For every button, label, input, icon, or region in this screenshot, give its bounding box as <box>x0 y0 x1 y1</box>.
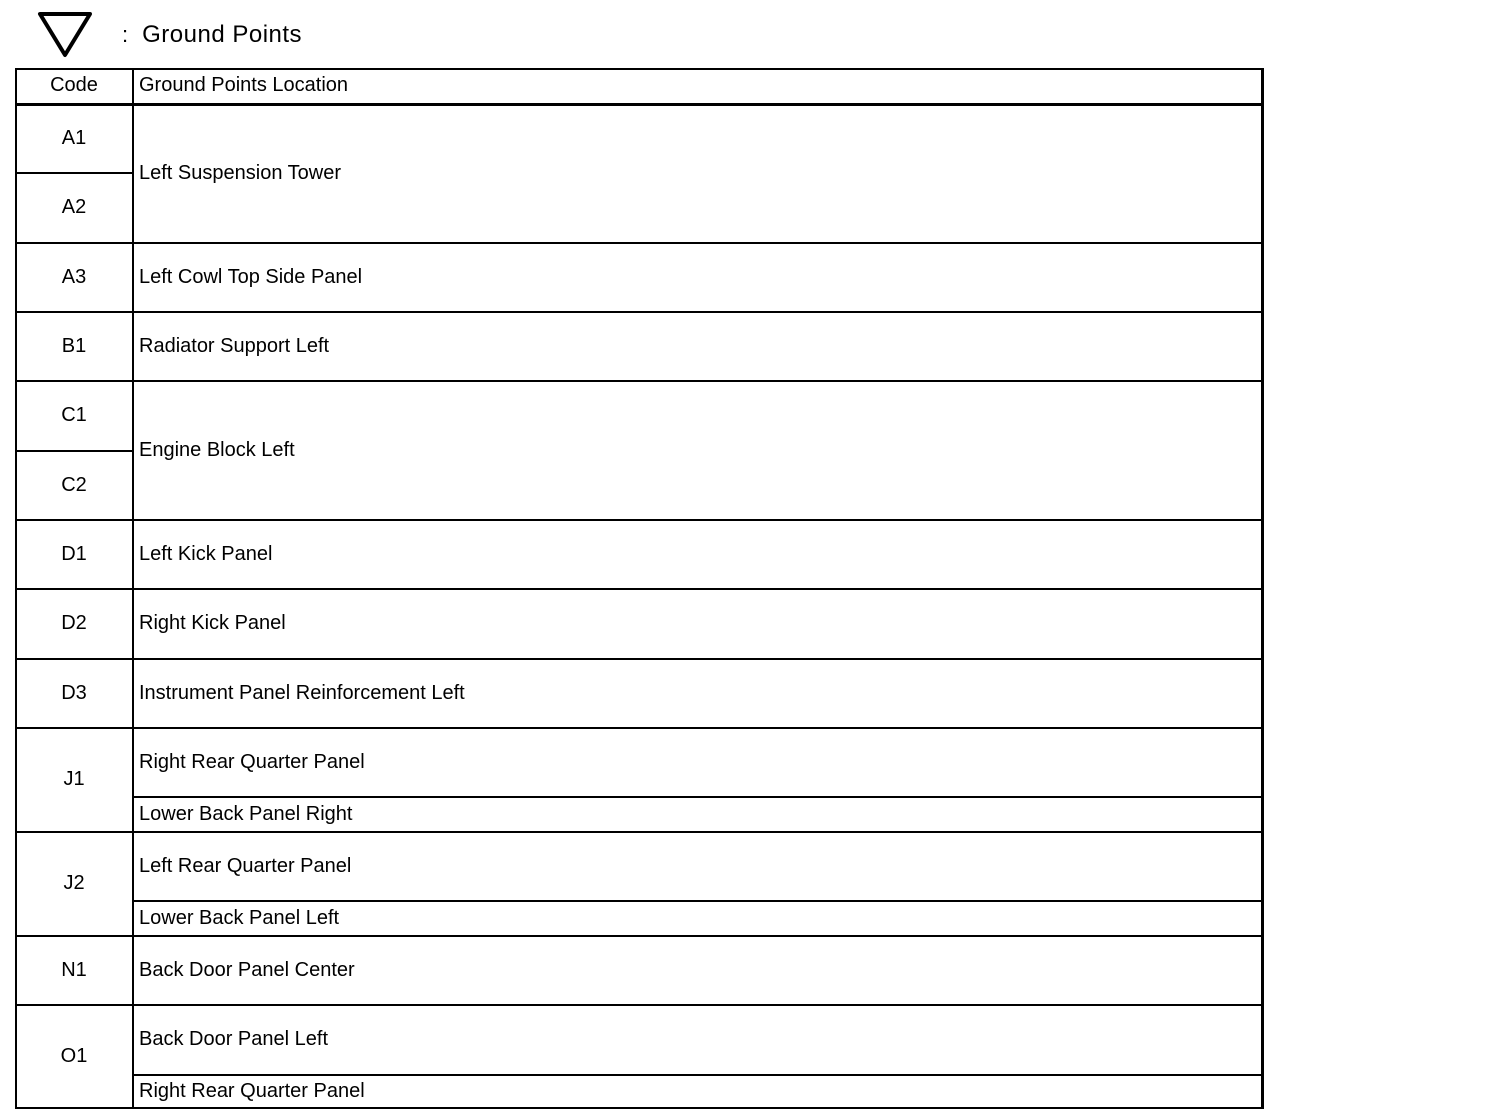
location-cell: Lower Back Panel Left <box>139 906 340 929</box>
legend-separator: : <box>122 22 129 47</box>
header-code: Code <box>50 74 98 96</box>
location-cell: Right Kick Panel <box>139 612 286 634</box>
location-cell: Radiator Support Left <box>139 334 330 357</box>
header-location: Ground Points Location <box>139 74 349 96</box>
legend <box>36 10 302 60</box>
location-cell: Engine Block Left <box>139 438 295 461</box>
location-cell: Right Rear Quarter Panel <box>139 750 365 773</box>
code-cell: A3 <box>61 265 87 288</box>
location-cell: Back Door Panel Center <box>139 958 355 981</box>
code-cell: A1 <box>61 126 87 149</box>
location-cell: Right Rear Quarter Panel <box>139 1079 365 1102</box>
table-border-bottom <box>15 1107 1264 1109</box>
location-cell: Back Door Panel Left <box>139 1028 328 1050</box>
location-cell: Left Cowl Top Side Panel <box>139 265 363 288</box>
code-cell: C1 <box>61 404 87 426</box>
code-cell: A2 <box>61 196 87 218</box>
legend-label: Ground Points <box>142 21 303 48</box>
location-cell: Left Rear Quarter Panel <box>139 854 352 877</box>
location-cell: Instrument Panel Reinforcement Left <box>139 681 465 704</box>
code-cell: D2 <box>61 612 87 634</box>
code-cell: N1 <box>61 958 87 981</box>
code-cell: J2 <box>63 872 85 894</box>
code-cell: B1 <box>61 334 87 357</box>
ground-points-table <box>15 68 1264 1109</box>
location-cell: Lower Back Panel Right <box>139 802 353 825</box>
downward-triangle-icon <box>36 10 96 60</box>
code-cell: D1 <box>61 542 87 565</box>
location-cell: Left Suspension Tower <box>139 161 341 184</box>
code-cell: D3 <box>61 681 87 704</box>
code-cell: J1 <box>63 768 85 790</box>
code-cell: C2 <box>61 473 87 496</box>
location-cell: Left Kick Panel <box>139 542 273 565</box>
code-cell: O1 <box>60 1044 88 1067</box>
